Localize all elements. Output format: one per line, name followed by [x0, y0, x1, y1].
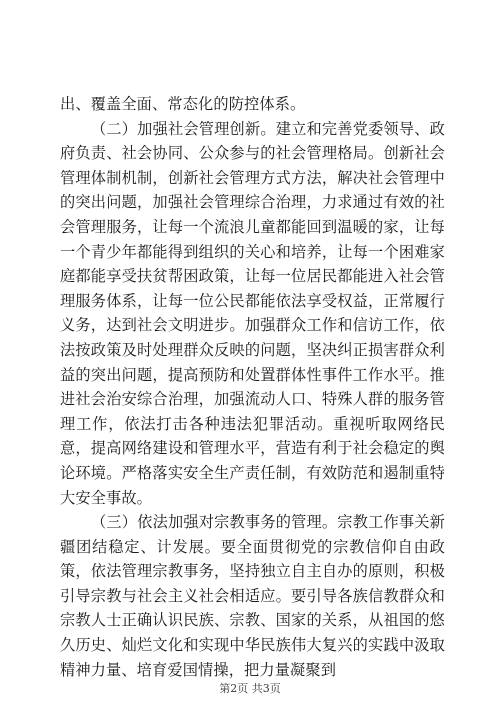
- paragraph-2: （二）加强社会管理创新。建立和完善党委领导、政府负责、社会协同、公众参与的社会管理格局。创新社会管理体制机制，创新社会管理方式方法，解决社会管理中的突出问题，加强社会管理综合治理，力求通过有效的社会管理服务，让每一个流浪儿童都能回到温暖的家，让每一个青少年都能得到组织的关心和培养，让每一个困难家庭都能享受扶贫帮困政策，让每一位居民都能进入社会管理服务体系，让每一位公民都能依法享受权益，正常履行义务，达到社会文明进步。加强群众工作和信访工作，依法按政策及时处理群众反映的问题，坚决纠正损害群众利益的突出问题，提高预防和处置群体性事件工作水平。推进社会治安综合治理，加强流动人口、特殊人群的服务管理工作，依法打击各种违法犯罪活动。重视听取网络民意，提高网络建设和管理水平，营造有利于社会稳定的舆论环境。严格落实安全生产责任制，有效防范和遏制重特大安全事故。: [60, 119, 445, 507]
- paragraph-1: 出、覆盖全面、常态化的防控体系。: [60, 95, 306, 113]
- document-body: [60, 92, 445, 682]
- paragraph-3: （三）依法加强对宗教事务的管理。宗教工作事关新疆团结稳定、计发展。要全面贯彻党的宗教信仰自由政策，依法管理宗教事务，坚持独立自主自办的原则，积极引导宗教与社会主义社会相适应。要引导各族信教群众和宗教人士正确认识民族、宗教、国家的关系，从祖国的悠久历史、灿烂文化和实现中华民族伟大复兴的实践中汲取精神力量、培育爱国情操，把力量凝聚到: [60, 513, 445, 679]
- page-number-footer: 第2页 共3页: [219, 682, 281, 695]
